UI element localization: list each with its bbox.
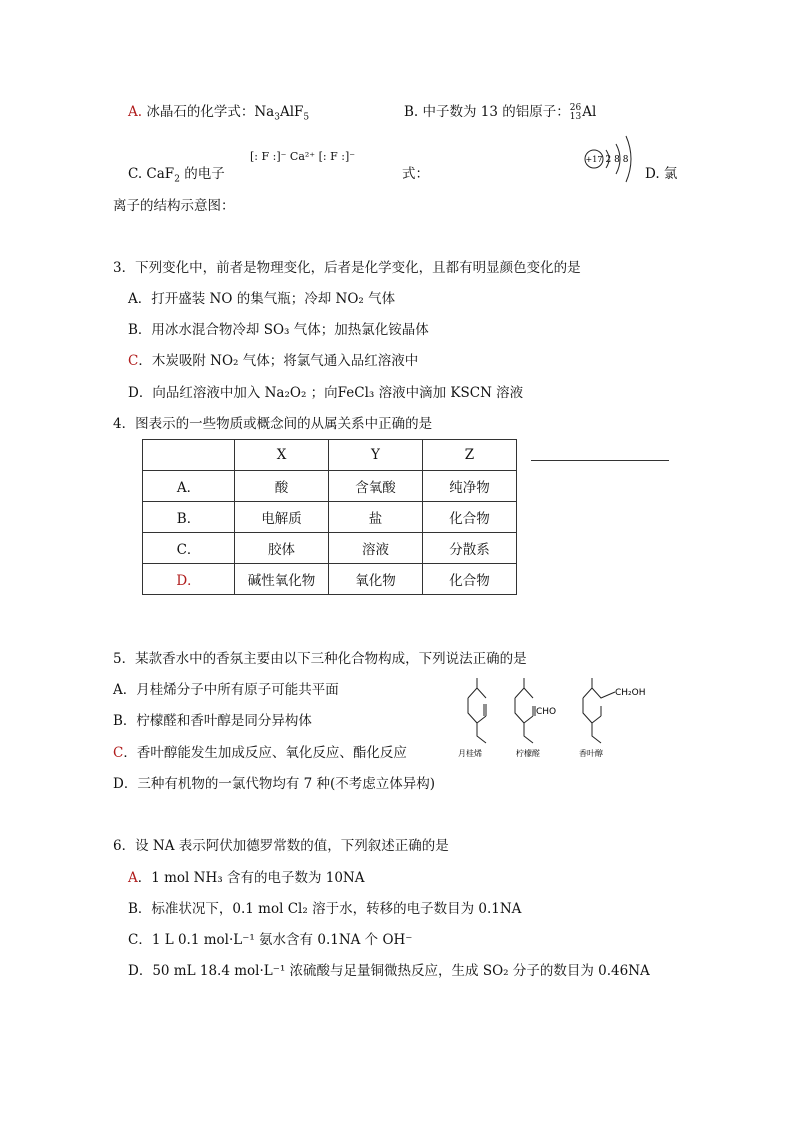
q4-table	[142, 439, 517, 595]
q3-option-b: B．用冰水混合物冷却 SO₃ 气体；加热氯化铵晶体	[128, 322, 429, 338]
q2-option-c: C. CaF$_2$ 的电子	[128, 166, 225, 185]
q6-stem: 6．设 NA 表示阿伏加德罗常数的值，下列叙述正确的是	[113, 838, 449, 854]
table-row: C． 胶体 溶液 分散系	[143, 533, 517, 564]
table-row: A． 酸 含氧酸 纯净物	[143, 471, 517, 502]
ch2oh-label: CH₂OH	[615, 688, 646, 698]
q2-option-a: A. 冰晶石的化学式：$Na_3AlF_5$	[128, 104, 310, 123]
q2-option-a-letter: A.	[128, 104, 143, 120]
q2-lewis-structure: [: F :]⁻ Ca²⁺ [: F :]⁻	[250, 150, 356, 163]
table-row: B． 电解质 盐 化合物	[143, 502, 517, 533]
citral-label: 柠檬醛	[516, 749, 540, 758]
q3-option-d: D．向品红溶液中加入 Na₂O₂ ；向FeCl₃ 溶液中滴加 KSCN 溶液	[128, 385, 524, 401]
nucleus-charge: +17	[585, 155, 603, 164]
q6-option-a: A．1 mol NH₃ 含有的电子数为 10NA	[128, 870, 365, 886]
table-row: D． 碱性氧化物 氧化物 化合物	[143, 564, 517, 595]
answer-line	[531, 460, 669, 461]
q5-stem: 5．某款香水中的香氛主要由以下三种化合物构成，下列说法正确的是	[113, 651, 527, 667]
q2-isotope-numbers: 26 13	[569, 102, 582, 122]
q2-option-b-text: B. 中子数为 13 的铝原子：	[404, 104, 570, 120]
table-header-row: X Y Z	[143, 440, 517, 471]
q2-option-c-shi: 式：	[402, 166, 429, 182]
q3-option-c: C．木炭吸附 NO₂ 气体；将氯气通入品红溶液中	[128, 353, 419, 369]
cho-label: CHO	[536, 707, 557, 717]
q5-option-d: D．三种有机物的一氯代物均有 7 种(不考虑立体异构)	[113, 776, 436, 792]
q6-option-b: B．标准状况下，0.1 mol Cl₂ 溶于水，转移的电子数目为 0.1NA	[128, 901, 522, 917]
q6-option-c: C．1 L 0.1 mol·L⁻¹ 氨水含有 0.1NA 个 OH⁻	[128, 932, 413, 948]
electron-shells: 2 8 8	[605, 155, 629, 165]
q3-stem: 3．下列变化中，前者是物理变化，后者是化学变化，且都有明显颜色变化的是	[113, 260, 581, 276]
myrcene-label: 月桂烯	[458, 749, 482, 758]
q6-option-d: D．50 mL 18.4 mol·L⁻¹ 浓硫酸与足量铜微热反应，生成 SO₂ 分子的数目为 0.46NA	[128, 963, 650, 979]
chloride-ion-diagram	[578, 132, 638, 186]
q2-option-b: B. 中子数为 13 的铝原子： 26 13 Al	[404, 102, 597, 122]
skeletal-formulas	[458, 676, 668, 758]
q2-option-a-text: 冰晶石的化学式：Na	[146, 104, 275, 120]
q5-option-b: B．柠檬醛和香叶醇是同分异构体	[113, 713, 312, 729]
q4-stem: 4．图表示的一些物质或概念间的从属关系中正确的是	[113, 416, 433, 432]
q2-option-d-cont: 离子的结构示意图：	[113, 198, 235, 214]
q2-option-d: D. 氯	[645, 166, 678, 182]
q3-option-a: A．打开盛装 NO 的集气瓶；冷却 NO₂ 气体	[128, 291, 396, 307]
q5-option-a: A．月桂烯分子中所有原子可能共平面	[113, 682, 339, 698]
geraniol-label: 香叶醇	[579, 749, 603, 758]
q5-option-c: C．香叶醇能发生加成反应、氧化反应、酯化反应	[113, 745, 407, 761]
